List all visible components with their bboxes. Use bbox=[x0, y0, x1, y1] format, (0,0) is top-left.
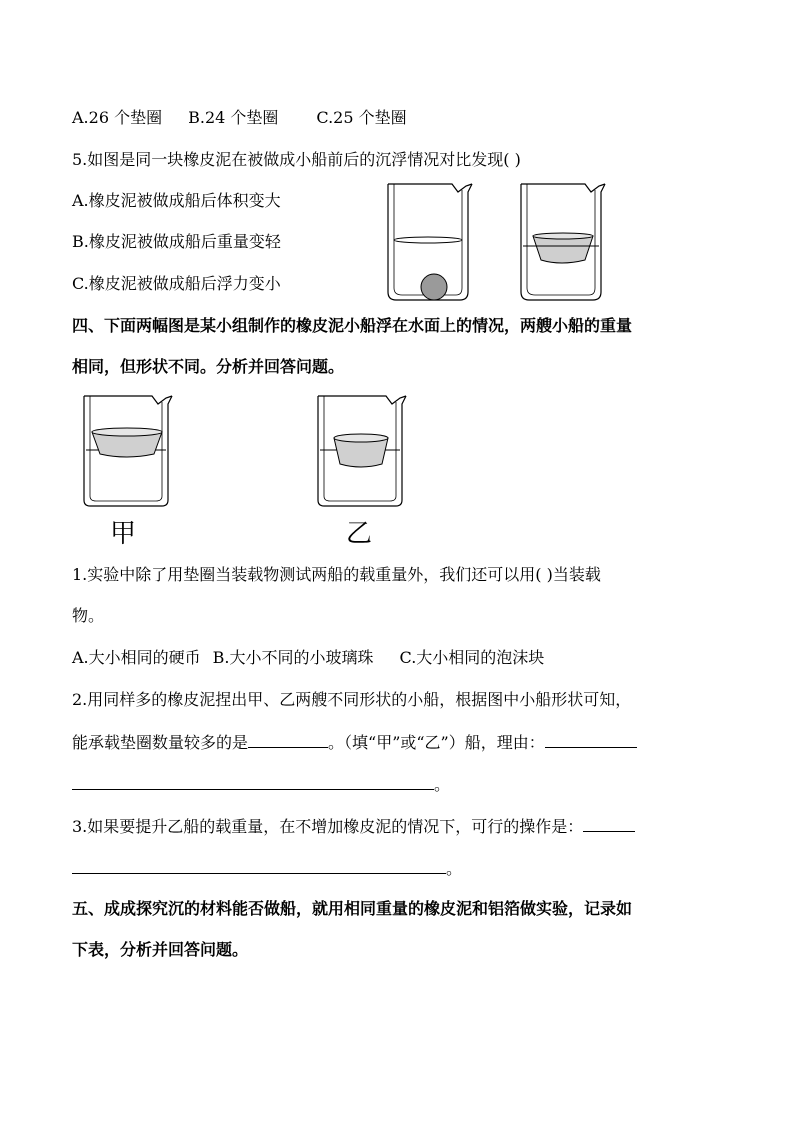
q2-stem-line2: 能承载垫圈数量较多的是 。（填“甲”或“乙”）船，理由： bbox=[72, 731, 637, 754]
section-5-title-line1: 五、成成探究沉的材料能否做船，就用相同重量的橡皮泥和铝箔做实验，记录如 bbox=[72, 899, 633, 918]
section-4-title-line1: 四、下面两幅图是某小组制作的橡皮泥小船浮在水面上的情况，两艘小船的重量 bbox=[72, 316, 633, 335]
q3-stem-line1: 3.如果要提升乙船的载重量，在不增加橡皮泥的情况下，可行的操作是： bbox=[72, 815, 635, 838]
prev-options-row bbox=[72, 107, 407, 129]
caption-yi: 乙 bbox=[346, 519, 373, 549]
clay-ball bbox=[421, 274, 447, 300]
q5-option-c: C.橡皮泥被做成船后浮力变小 bbox=[72, 274, 281, 293]
q1-stem-line1: 1.实验中除了用垫圈当装载物测试两船的载重量外，我们还可以用( )当装载 bbox=[72, 565, 601, 584]
q3-stem-line2: 。 bbox=[72, 857, 462, 880]
q5-option-b: B.橡皮泥被做成船后重量变轻 bbox=[72, 232, 281, 251]
section-5-title-line2: 下表，分析并回答问题。 bbox=[72, 940, 249, 959]
clay-boat bbox=[533, 236, 593, 263]
prev-option-b: B.24 个垫圈 bbox=[188, 108, 279, 127]
q2-stem-line3: 。 bbox=[72, 773, 450, 796]
prev-option-c: C.25 个垫圈 bbox=[316, 108, 407, 127]
beaker-yi-figure bbox=[312, 392, 412, 512]
q1-options-row bbox=[72, 647, 544, 669]
beaker-boat-floating-figure bbox=[515, 180, 615, 305]
q1-option-c: C.大小相同的泡沫块 bbox=[399, 648, 545, 667]
q5-stem: 5.如图是同一块橡皮泥在被做成小船前后的沉浮情况对比发现( ) bbox=[72, 150, 521, 169]
q2-answer-blank-reason[interactable] bbox=[72, 773, 434, 790]
prev-option-a: A.26 个垫圈 bbox=[72, 108, 163, 127]
caption-jia: 甲 bbox=[110, 519, 137, 549]
q1-stem-line2: 物。 bbox=[72, 606, 105, 625]
q3-answer-blank[interactable] bbox=[72, 857, 446, 874]
q1-option-b: B.大小不同的小玻璃珠 bbox=[212, 648, 374, 667]
q2-stem-line1: 2.用同样多的橡皮泥捏出甲、乙两艘不同形状的小船，根据图中小船形状可知， bbox=[72, 690, 632, 709]
q2-answer-blank-reason-start[interactable] bbox=[545, 731, 637, 748]
q2-answer-blank-boat[interactable] bbox=[248, 731, 328, 748]
q3-answer-blank-start[interactable] bbox=[583, 815, 635, 832]
beaker-jia-figure bbox=[78, 392, 178, 512]
beaker-ball-sunk-figure bbox=[382, 180, 482, 305]
q5-option-a: A.橡皮泥被做成船后体积变大 bbox=[72, 191, 281, 210]
q1-option-a: A.大小相同的硬币 bbox=[72, 648, 201, 667]
section-4-title-line2: 相同，但形状不同。分析并回答问题。 bbox=[72, 357, 345, 376]
